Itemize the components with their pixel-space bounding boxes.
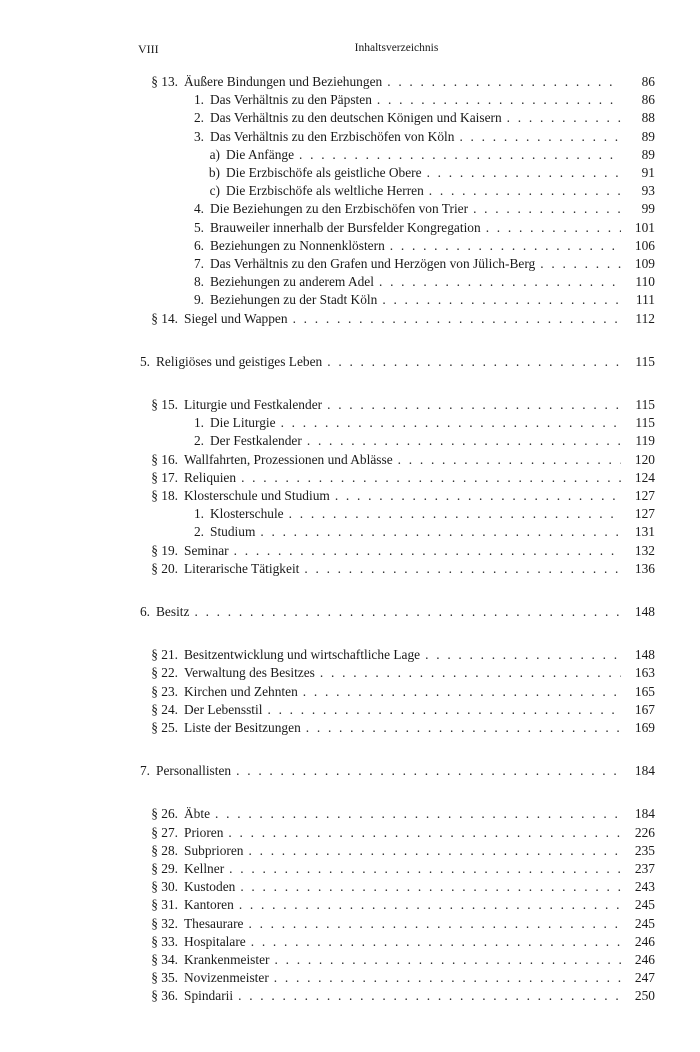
dot-leader xyxy=(486,219,621,237)
toc-entry-page: 115 xyxy=(635,397,655,412)
toc-entry xyxy=(178,237,655,255)
toc-entry-number: § 36. xyxy=(151,988,178,1004)
toc-entry-title: Studium xyxy=(210,524,256,540)
dot-leader xyxy=(234,542,621,560)
toc-entry-page: 131 xyxy=(634,524,655,540)
toc-entry-number: § 30. xyxy=(151,879,178,895)
toc-entry-title: Das Verhältnis zu den deutschen Königen und Kaisern xyxy=(210,110,502,126)
toc-entry-title: Kantoren xyxy=(184,897,234,913)
toc-entry-number: § 26. xyxy=(151,806,178,822)
toc-entry-page: 127 xyxy=(634,488,655,503)
toc-entry xyxy=(145,487,655,505)
toc-entry-title: Kirchen und Zehnten xyxy=(184,683,298,699)
toc-entry-page: 89 xyxy=(641,128,655,144)
toc-entry-title: Prioren xyxy=(184,824,224,840)
dot-leader xyxy=(507,109,621,127)
toc-entry-title: Klosterschule und Studium xyxy=(184,488,330,503)
toc-entry-page: 106 xyxy=(634,237,655,253)
dot-leader xyxy=(239,896,621,914)
toc-entry-number: 5. xyxy=(139,353,150,369)
dot-leader xyxy=(398,451,621,469)
toc-entry-title: Personallisten xyxy=(156,763,232,779)
page-number: VIII xyxy=(138,42,159,56)
toc-entry-title: Die Erzbischöfe als geistliche Obere xyxy=(226,165,422,180)
toc-entry-page: 99 xyxy=(641,201,655,217)
toc-entry-title: Klosterschule xyxy=(210,506,284,522)
dot-leader xyxy=(307,432,621,450)
dot-leader xyxy=(473,200,621,218)
toc-entry xyxy=(145,683,655,701)
toc-entry-page: 86 xyxy=(641,74,655,89)
toc-entry-page: 124 xyxy=(634,469,655,485)
toc-entry-number: c) xyxy=(209,183,220,199)
toc-entry-title: Das Verhältnis zu den Grafen und Herzögen von Jülich-Berg xyxy=(210,256,536,271)
dot-leader xyxy=(377,91,621,109)
toc-entry-title: Die Erzbischöfe als weltliche Herren xyxy=(226,183,424,199)
dot-leader xyxy=(281,414,621,432)
toc-entry-page: 119 xyxy=(635,433,655,449)
dot-leader xyxy=(306,719,621,737)
toc-entry-title: Das Verhältnis zu den Päpsten xyxy=(210,92,372,108)
toc-entry-title: Liste der Besitzungen xyxy=(184,720,301,735)
dot-leader xyxy=(267,701,621,719)
toc-entry-number: § 21. xyxy=(151,647,178,663)
toc-entry xyxy=(145,646,655,664)
toc-entry xyxy=(178,273,655,291)
toc-entry-page: 93 xyxy=(641,183,655,199)
toc-entry xyxy=(178,432,655,450)
dot-leader xyxy=(299,146,621,164)
toc-entry-title: Religiöses und geistiges Leben xyxy=(156,353,323,369)
toc-entry-page: 110 xyxy=(635,274,655,290)
dot-leader xyxy=(275,951,621,969)
toc-entry-number: § 31. xyxy=(151,897,178,913)
toc-entry xyxy=(145,73,655,91)
toc-entry-number: 2. xyxy=(193,433,204,449)
toc-entry-number: § 23. xyxy=(151,683,178,699)
toc-entry-number: a) xyxy=(209,146,220,162)
toc-entry xyxy=(198,146,655,164)
toc-entry-title: Hospitalare xyxy=(184,933,246,949)
toc-entry-number: 1. xyxy=(193,506,204,522)
toc-entry-title: Besitz xyxy=(156,604,190,619)
toc-entry xyxy=(138,762,655,780)
toc-entry-number: 3. xyxy=(193,128,204,144)
toc-entry xyxy=(145,542,655,560)
toc-entry xyxy=(145,842,655,860)
toc-entry-title: Brauweiler innerhalb der Bursfelder Kongregation xyxy=(210,219,481,235)
toc-entry xyxy=(145,396,655,414)
toc-entry-page: 245 xyxy=(634,897,655,913)
dot-leader xyxy=(327,353,621,371)
toc-entry-number: 2. xyxy=(193,110,204,126)
toc-entry-number: b) xyxy=(208,165,220,180)
toc-entry-page: 246 xyxy=(634,933,655,949)
toc-entry-title: Der Festkalender xyxy=(210,433,302,449)
toc-entry-title: Die Anfänge xyxy=(226,146,295,162)
toc-entry xyxy=(138,603,655,621)
toc-entry xyxy=(145,824,655,842)
toc-entry-number: § 34. xyxy=(151,952,178,967)
toc-entry-title: Kustoden xyxy=(184,879,236,895)
toc-entry-page: 163 xyxy=(634,665,655,681)
toc-entry-number: § 13. xyxy=(151,74,178,89)
dot-leader xyxy=(236,762,621,780)
toc-entry-number: § 29. xyxy=(151,861,178,876)
toc-entry-title: Äbte xyxy=(184,806,211,822)
page-header xyxy=(138,42,655,58)
toc-entry-number: 6. xyxy=(193,237,204,253)
toc-entry-page: 235 xyxy=(634,842,655,858)
toc-entry-number: § 19. xyxy=(151,542,178,558)
toc-entry-title: Novizenmeister xyxy=(184,970,269,986)
dot-leader xyxy=(215,805,621,823)
dot-leader xyxy=(304,560,621,578)
toc-entry-number: § 22. xyxy=(151,665,178,681)
toc-entry-page: 184 xyxy=(634,763,655,779)
toc-entry-page: 245 xyxy=(634,915,655,931)
toc-entry-page: 250 xyxy=(634,988,655,1004)
toc-entry-title: Seminar xyxy=(184,542,229,558)
dot-leader xyxy=(427,164,621,182)
toc-entry-page: 136 xyxy=(634,560,655,576)
toc-entry xyxy=(178,200,655,218)
toc-entry xyxy=(145,896,655,914)
dot-leader xyxy=(429,182,621,200)
toc-entry-number: § 15. xyxy=(151,397,178,412)
toc-entry-number: 2. xyxy=(193,524,204,540)
toc-entry-title: Reliquien xyxy=(184,469,237,485)
toc-entry-page: 169 xyxy=(634,720,655,735)
dot-leader xyxy=(303,683,621,701)
toc-entry xyxy=(178,219,655,237)
toc-entry-title: Der Lebensstil xyxy=(184,701,263,717)
toc-entry-title: Das Verhältnis zu den Erzbischöfen von Köln xyxy=(210,128,455,144)
toc-entry-title: Besitzentwicklung und wirtschaftliche Lage xyxy=(184,647,421,663)
toc-entry-number: § 28. xyxy=(151,842,178,858)
toc-entry xyxy=(145,451,655,469)
toc-entry xyxy=(178,91,655,109)
toc-entry-title: Siegel und Wappen xyxy=(184,310,288,326)
dot-leader xyxy=(229,860,621,878)
toc-entry-title: Beziehungen zu Nonnenklöstern xyxy=(210,237,385,253)
toc-entry-page: 115 xyxy=(635,353,655,369)
toc-entry xyxy=(145,310,655,328)
dot-leader xyxy=(293,310,621,328)
toc-entry xyxy=(178,255,655,273)
dot-leader xyxy=(240,878,621,896)
dot-leader xyxy=(260,523,621,541)
toc-entry xyxy=(178,109,655,127)
toc-entry-page: 184 xyxy=(634,806,655,822)
toc-entry-title: Spindarii xyxy=(184,988,234,1004)
toc-entry-page: 226 xyxy=(634,824,655,840)
toc-entry xyxy=(145,719,655,737)
toc-entry-title: Beziehungen zu der Stadt Köln xyxy=(210,292,378,308)
toc-entry-number: § 14. xyxy=(151,310,178,326)
toc-entry-number: 9. xyxy=(193,292,204,308)
toc-entry-number: § 20. xyxy=(151,560,178,576)
toc-entry xyxy=(178,414,655,432)
toc-entry-title: Kellner xyxy=(184,861,225,876)
toc-entry-title: Thesaurare xyxy=(184,915,244,931)
toc-entry xyxy=(145,915,655,933)
toc-entry-number: 1. xyxy=(193,92,204,108)
toc-entry-title: Krankenmeister xyxy=(184,952,270,967)
dot-leader xyxy=(327,396,621,414)
dot-leader xyxy=(249,842,621,860)
toc-entry xyxy=(145,969,655,987)
toc-entry xyxy=(145,860,655,878)
dot-leader xyxy=(425,646,621,664)
toc-entry-title: Subprioren xyxy=(184,842,244,858)
toc-entry-number: § 18. xyxy=(151,488,178,503)
toc-entry-number: § 35. xyxy=(151,970,178,986)
toc-entry-number: § 16. xyxy=(151,451,178,467)
toc-entry-page: 88 xyxy=(641,110,655,126)
toc-entry-page: 115 xyxy=(635,415,655,431)
dot-leader xyxy=(390,237,621,255)
toc-entry xyxy=(198,182,655,200)
toc-entry-title: Wallfahrten, Prozessionen und Ablässe xyxy=(184,451,393,467)
toc-entry-page: 111 xyxy=(635,292,655,308)
toc-entry-page: 112 xyxy=(635,310,655,326)
toc-entry-number: § 24. xyxy=(151,701,178,717)
toc-entry-number: § 17. xyxy=(151,469,178,485)
toc-entry-page: 247 xyxy=(634,970,655,986)
toc-entry xyxy=(178,128,655,146)
toc-entry-page: 91 xyxy=(641,165,655,180)
toc-entry xyxy=(145,701,655,719)
dot-leader xyxy=(251,933,621,951)
toc-entry xyxy=(145,664,655,682)
toc-entry-number: § 25. xyxy=(151,720,178,735)
toc-entry-page: 148 xyxy=(634,647,655,663)
toc-entry-page: 101 xyxy=(634,219,655,235)
dot-leader xyxy=(387,73,621,91)
toc-entry-title: Liturgie und Festkalender xyxy=(184,397,323,412)
toc-entry xyxy=(145,951,655,969)
toc-entry xyxy=(145,560,655,578)
toc-entry-number: 7. xyxy=(139,763,150,779)
toc-entry-number: § 33. xyxy=(151,933,178,949)
toc-entry-title: Verwaltung des Besitzes xyxy=(184,665,315,681)
toc-entry-page: 127 xyxy=(634,506,655,522)
toc-entry xyxy=(178,523,655,541)
dot-leader xyxy=(238,987,621,1005)
toc-entry xyxy=(145,933,655,951)
dot-leader xyxy=(274,969,621,987)
toc-entry-title: Beziehungen zu anderem Adel xyxy=(210,274,374,290)
toc-entry-page: 243 xyxy=(634,879,655,895)
dot-leader xyxy=(228,824,621,842)
toc-entry-page: 165 xyxy=(634,683,655,699)
dot-leader xyxy=(335,487,621,505)
toc-entry-page: 120 xyxy=(634,451,655,467)
toc-entry-number: 5. xyxy=(193,219,204,235)
toc-entry-title: Die Liturgie xyxy=(210,415,276,431)
toc-entry xyxy=(178,291,655,309)
running-title: Inhaltsverzeichnis xyxy=(354,42,439,54)
toc-entry xyxy=(138,353,655,371)
dot-leader xyxy=(382,291,621,309)
toc-entry-page: 148 xyxy=(634,604,655,619)
dot-leader xyxy=(241,469,621,487)
toc-entry-page: 237 xyxy=(634,861,655,876)
dot-leader xyxy=(459,128,621,146)
toc-entry-page: 109 xyxy=(634,256,655,271)
toc-entry-page: 89 xyxy=(641,146,655,162)
toc-entry-page: 132 xyxy=(634,542,655,558)
toc-entry-title: Die Beziehungen zu den Erzbischöfen von Trier xyxy=(210,201,469,217)
toc-entry-number: § 27. xyxy=(151,824,178,840)
toc-entry-page: 167 xyxy=(634,701,655,717)
toc-entry-number: 8. xyxy=(193,274,204,290)
dot-leader xyxy=(540,255,621,273)
toc-entry-number: 1. xyxy=(193,415,204,431)
toc-entry xyxy=(178,505,655,523)
toc-entry xyxy=(198,164,655,182)
toc-entry xyxy=(145,469,655,487)
toc-entry-title: Literarische Tätigkeit xyxy=(184,560,300,576)
toc-entry xyxy=(145,878,655,896)
dot-leader xyxy=(379,273,621,291)
toc-entry xyxy=(145,805,655,823)
dot-leader xyxy=(194,603,621,621)
dot-leader xyxy=(289,505,621,523)
toc-entry-title: Äußere Bindungen und Beziehungen xyxy=(184,74,383,89)
toc-entry-number: § 32. xyxy=(151,915,178,931)
toc-entry-number: 4. xyxy=(193,201,204,217)
toc-entry-page: 246 xyxy=(634,952,655,967)
toc-entry-number: 7. xyxy=(193,256,204,271)
dot-leader xyxy=(320,664,621,682)
toc-entry-number: 6. xyxy=(139,604,150,619)
toc-entry xyxy=(145,987,655,1005)
toc-entry-page: 86 xyxy=(641,92,655,108)
dot-leader xyxy=(248,915,621,933)
